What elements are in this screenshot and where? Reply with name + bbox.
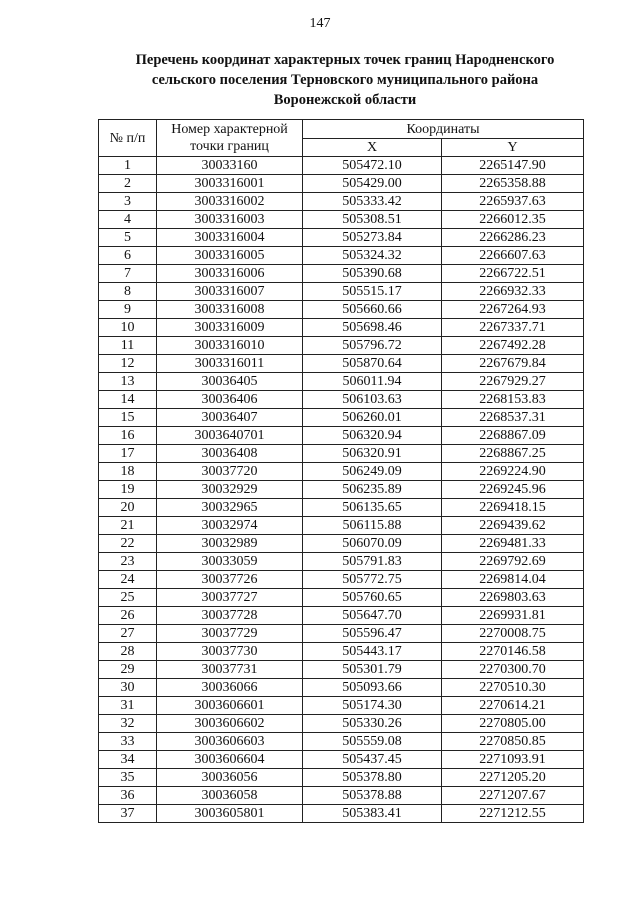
cell-point-number: 3003316010: [157, 337, 303, 355]
cell-point-number: 3003316004: [157, 229, 303, 247]
cell-point-number: 30036405: [157, 373, 303, 391]
cell-index: 6: [99, 247, 157, 265]
cell-index: 31: [99, 697, 157, 715]
cell-point-number: 30036066: [157, 679, 303, 697]
cell-y: 2270850.85: [442, 733, 584, 751]
cell-y: 2269418.15: [442, 499, 584, 517]
cell-x: 506235.89: [303, 481, 442, 499]
cell-y: 2266012.35: [442, 211, 584, 229]
table-row: [99, 265, 584, 283]
header-coordinates: Координаты: [303, 120, 584, 139]
cell-x: 505308.51: [303, 211, 442, 229]
cell-y: 2267492.28: [442, 337, 584, 355]
table-row: [99, 427, 584, 445]
table-body: [99, 157, 584, 823]
table-row: [99, 643, 584, 661]
cell-index: 13: [99, 373, 157, 391]
table-row: [99, 715, 584, 733]
cell-point-number: 3003316009: [157, 319, 303, 337]
cell-x: 506070.09: [303, 535, 442, 553]
cell-point-number: 30037726: [157, 571, 303, 589]
cell-y: 2267929.27: [442, 373, 584, 391]
table-row: [99, 589, 584, 607]
cell-index: 32: [99, 715, 157, 733]
header-x: X: [303, 139, 442, 157]
cell-y: 2267264.93: [442, 301, 584, 319]
cell-y: 2265937.63: [442, 193, 584, 211]
cell-point-number: 3003316006: [157, 265, 303, 283]
table-row: [99, 535, 584, 553]
cell-index: 15: [99, 409, 157, 427]
cell-index: 1: [99, 157, 157, 175]
table-row: [99, 787, 584, 805]
table-row: [99, 481, 584, 499]
cell-x: 505333.42: [303, 193, 442, 211]
table-row: [99, 247, 584, 265]
cell-index: 3: [99, 193, 157, 211]
cell-x: 505596.47: [303, 625, 442, 643]
cell-x: 505443.17: [303, 643, 442, 661]
cell-index: 24: [99, 571, 157, 589]
cell-point-number: 3003605801: [157, 805, 303, 823]
cell-point-number: 30036056: [157, 769, 303, 787]
cell-y: 2271207.67: [442, 787, 584, 805]
cell-index: 7: [99, 265, 157, 283]
table-row: [99, 697, 584, 715]
cell-x: 506260.01: [303, 409, 442, 427]
cell-y: 2270008.75: [442, 625, 584, 643]
cell-y: 2269439.62: [442, 517, 584, 535]
table-row: [99, 517, 584, 535]
cell-x: 505791.83: [303, 553, 442, 571]
table-row: [99, 499, 584, 517]
cell-index: 26: [99, 607, 157, 625]
cell-x: 505324.32: [303, 247, 442, 265]
cell-y: 2267337.71: [442, 319, 584, 337]
table-row: [99, 409, 584, 427]
cell-point-number: 30033160: [157, 157, 303, 175]
table-row: [99, 661, 584, 679]
cell-point-number: 30037728: [157, 607, 303, 625]
table-row: [99, 319, 584, 337]
cell-y: 2269803.63: [442, 589, 584, 607]
cell-point-number: 30037720: [157, 463, 303, 481]
cell-index: 2: [99, 175, 157, 193]
cell-y: 2268867.25: [442, 445, 584, 463]
cell-index: 18: [99, 463, 157, 481]
table-row: [99, 211, 584, 229]
cell-y: 2266286.23: [442, 229, 584, 247]
cell-x: 505301.79: [303, 661, 442, 679]
cell-index: 10: [99, 319, 157, 337]
cell-point-number: 3003316008: [157, 301, 303, 319]
header-point-number: Номер характерной точки границ: [157, 120, 303, 157]
table-row: [99, 805, 584, 823]
cell-index: 17: [99, 445, 157, 463]
cell-x: 506249.09: [303, 463, 442, 481]
cell-point-number: 3003316001: [157, 175, 303, 193]
document-title: Перечень координат характерных точек границ Народненского сельского поселения Терновского муниципального района Воронежской области: [135, 52, 555, 108]
cell-y: 2265147.90: [442, 157, 584, 175]
cell-index: 35: [99, 769, 157, 787]
cell-point-number: 30037730: [157, 643, 303, 661]
cell-index: 14: [99, 391, 157, 409]
cell-point-number: 3003316002: [157, 193, 303, 211]
table-row: [99, 607, 584, 625]
cell-y: 2268867.09: [442, 427, 584, 445]
cell-y: 2271212.55: [442, 805, 584, 823]
cell-y: 2267679.84: [442, 355, 584, 373]
table-row: [99, 751, 584, 769]
table-row: [99, 463, 584, 481]
cell-y: 2270300.70: [442, 661, 584, 679]
cell-x: 505772.75: [303, 571, 442, 589]
cell-x: 505429.00: [303, 175, 442, 193]
table-row: [99, 193, 584, 211]
cell-point-number: 30036058: [157, 787, 303, 805]
table-row: [99, 571, 584, 589]
table-row: [99, 553, 584, 571]
cell-point-number: 30037731: [157, 661, 303, 679]
cell-index: 30: [99, 679, 157, 697]
cell-x: 505378.88: [303, 787, 442, 805]
table-row: [99, 733, 584, 751]
cell-x: 505437.45: [303, 751, 442, 769]
cell-index: 27: [99, 625, 157, 643]
cell-point-number: 3003606603: [157, 733, 303, 751]
cell-y: 2265358.88: [442, 175, 584, 193]
cell-index: 25: [99, 589, 157, 607]
cell-x: 506320.94: [303, 427, 442, 445]
cell-x: 505174.30: [303, 697, 442, 715]
cell-y: 2269481.33: [442, 535, 584, 553]
table-row: [99, 283, 584, 301]
cell-point-number: 30032974: [157, 517, 303, 535]
cell-index: 34: [99, 751, 157, 769]
cell-point-number: 3003316011: [157, 355, 303, 373]
cell-index: 23: [99, 553, 157, 571]
cell-point-number: 3003316003: [157, 211, 303, 229]
table-row: [99, 157, 584, 175]
cell-x: 505698.46: [303, 319, 442, 337]
table-row: [99, 445, 584, 463]
table-row: [99, 337, 584, 355]
cell-index: 29: [99, 661, 157, 679]
cell-point-number: 3003606601: [157, 697, 303, 715]
cell-index: 22: [99, 535, 157, 553]
table-row: [99, 391, 584, 409]
header-index: № п/п: [99, 120, 157, 157]
header-y: Y: [442, 139, 584, 157]
cell-point-number: 30037729: [157, 625, 303, 643]
table-row: [99, 373, 584, 391]
cell-index: 37: [99, 805, 157, 823]
table-row: [99, 229, 584, 247]
cell-x: 505273.84: [303, 229, 442, 247]
table-row: [99, 355, 584, 373]
coordinates-table: [98, 119, 584, 823]
cell-point-number: 3003316007: [157, 283, 303, 301]
cell-point-number: 30036406: [157, 391, 303, 409]
cell-point-number: 30033059: [157, 553, 303, 571]
cell-index: 36: [99, 787, 157, 805]
cell-point-number: 3003316005: [157, 247, 303, 265]
cell-point-number: 30037727: [157, 589, 303, 607]
cell-y: 2270146.58: [442, 643, 584, 661]
cell-point-number: 30036407: [157, 409, 303, 427]
cell-x: 506011.94: [303, 373, 442, 391]
cell-y: 2270805.00: [442, 715, 584, 733]
cell-point-number: 30032989: [157, 535, 303, 553]
cell-x: 505870.64: [303, 355, 442, 373]
cell-x: 505760.65: [303, 589, 442, 607]
cell-point-number: 30032965: [157, 499, 303, 517]
table-row: [99, 301, 584, 319]
cell-point-number: 3003640701: [157, 427, 303, 445]
cell-index: 16: [99, 427, 157, 445]
table-row: [99, 679, 584, 697]
cell-index: 20: [99, 499, 157, 517]
table-row: [99, 769, 584, 787]
cell-x: 505330.26: [303, 715, 442, 733]
cell-point-number: 3003606604: [157, 751, 303, 769]
cell-x: 505515.17: [303, 283, 442, 301]
cell-x: 505390.68: [303, 265, 442, 283]
table-row: [99, 625, 584, 643]
cell-x: 505378.80: [303, 769, 442, 787]
cell-point-number: 30036408: [157, 445, 303, 463]
cell-x: 505796.72: [303, 337, 442, 355]
cell-y: 2269931.81: [442, 607, 584, 625]
cell-index: 8: [99, 283, 157, 301]
cell-x: 505647.70: [303, 607, 442, 625]
cell-index: 9: [99, 301, 157, 319]
cell-x: 505383.41: [303, 805, 442, 823]
cell-y: 2270510.30: [442, 679, 584, 697]
cell-index: 19: [99, 481, 157, 499]
cell-index: 4: [99, 211, 157, 229]
cell-index: 28: [99, 643, 157, 661]
table-row: [99, 175, 584, 193]
cell-y: 2266607.63: [442, 247, 584, 265]
cell-index: 11: [99, 337, 157, 355]
cell-y: 2269224.90: [442, 463, 584, 481]
cell-x: 506135.65: [303, 499, 442, 517]
cell-x: 506103.63: [303, 391, 442, 409]
cell-y: 2271093.91: [442, 751, 584, 769]
cell-point-number: 3003606602: [157, 715, 303, 733]
cell-index: 21: [99, 517, 157, 535]
cell-x: 506115.88: [303, 517, 442, 535]
cell-point-number: 30032929: [157, 481, 303, 499]
cell-y: 2268537.31: [442, 409, 584, 427]
cell-x: 505472.10: [303, 157, 442, 175]
cell-index: 12: [99, 355, 157, 373]
cell-y: 2266722.51: [442, 265, 584, 283]
cell-index: 33: [99, 733, 157, 751]
cell-y: 2269245.96: [442, 481, 584, 499]
cell-y: 2270614.21: [442, 697, 584, 715]
cell-y: 2269814.04: [442, 571, 584, 589]
cell-x: 505093.66: [303, 679, 442, 697]
cell-y: 2269792.69: [442, 553, 584, 571]
cell-x: 505559.08: [303, 733, 442, 751]
cell-index: 5: [99, 229, 157, 247]
cell-x: 506320.91: [303, 445, 442, 463]
page-number: 147: [309, 16, 331, 31]
cell-x: 505660.66: [303, 301, 442, 319]
cell-y: 2271205.20: [442, 769, 584, 787]
cell-y: 2266932.33: [442, 283, 584, 301]
cell-y: 2268153.83: [442, 391, 584, 409]
